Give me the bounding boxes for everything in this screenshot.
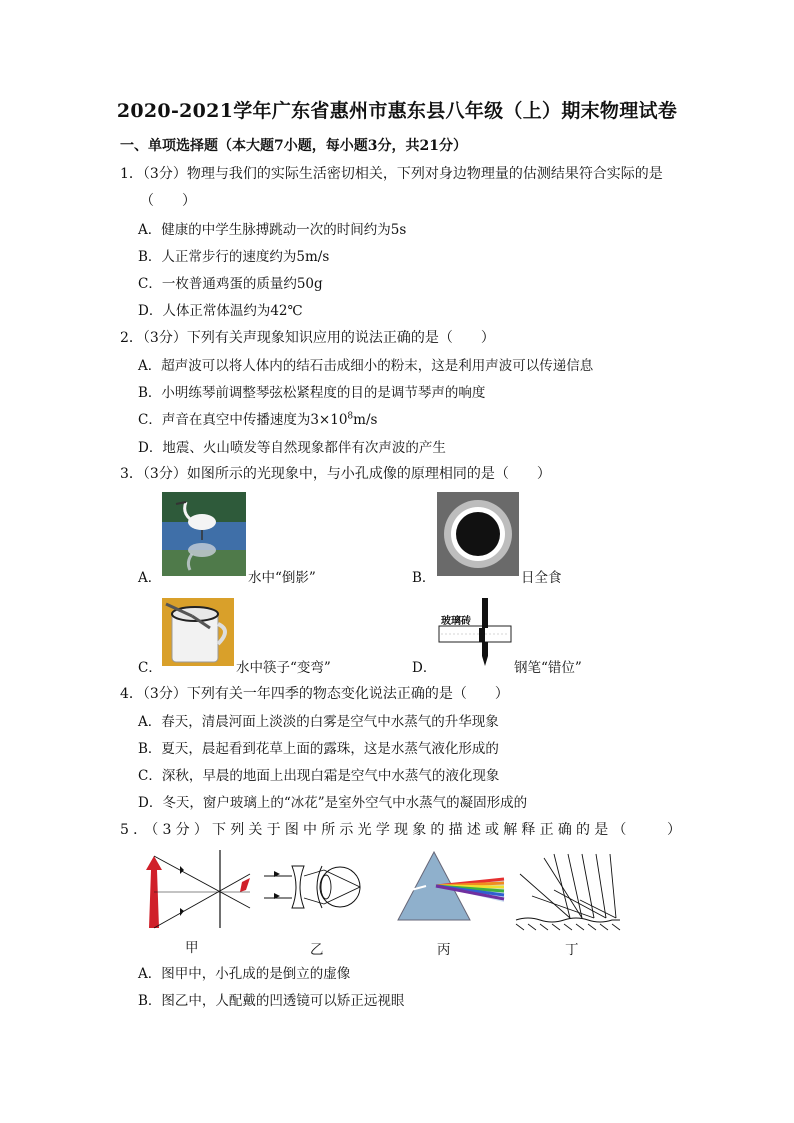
q1-paren: （ ） [140,193,196,209]
q5-option-a: A．图甲中，小孔成的是倒立的虚像 [138,966,351,982]
q3-option-c-caption: 水中筷子“变弯” [236,660,331,676]
q4-option-c: C．深秋，早晨的地面上出现白霜是空气中水蒸气的液化现象 [138,768,500,784]
q5-option-b: B．图乙中，人配戴的凹透镜可以矫正远视眼 [138,993,405,1009]
fig-label-jia: 甲 [185,940,199,956]
diffuse-reflection-diagram [514,850,622,934]
solar-eclipse-image [437,492,519,576]
q3-option-d-caption: 钢笔“错位” [514,660,582,676]
q2-option-b: B．小明练琴前调整琴弦松紧程度的目的是调节琴声的响度 [138,385,486,401]
q3-option-b-letter: B． [412,570,436,586]
q1-option-b: B．人正常步行的速度约为5m/s [138,249,330,265]
q3-option-a-letter: A． [138,570,162,586]
prism-dispersion-diagram [396,848,506,924]
q5-stem: 5．（3分）下列关于图中所示光学现象的描述或解释正确的是（ ） [120,822,686,838]
q2-option-c-exponent: 8 [347,411,354,422]
pen-offset-image [437,596,515,668]
pinhole-diagram [140,848,255,932]
fig-label-yi: 乙 [310,942,324,958]
glass-block-label: 玻璃砖 [441,616,471,627]
page-title: 2020-2021学年广东省惠州市惠东县八年级（上）期末物理试卷 [116,100,678,122]
q3-option-c-letter: C． [138,660,162,676]
fig-label-ding: 丁 [565,942,579,958]
q1-option-a: A．健康的中学生脉搏跳动一次的时间约为5s [138,222,407,238]
q3-option-b-caption: 日全食 [521,570,562,586]
q2-stem: 2．（3分）下列有关声现象知识应用的说法正确的是（ ） [120,330,495,346]
q4-option-d: D．冬天，窗户玻璃上的“冰花”是室外空气中水蒸气的凝固形成的 [138,795,528,811]
section-heading: 一、单项选择题（本大题7小题，每小题3分，共21分） [120,138,467,154]
bent-chopstick-image [162,598,234,666]
q1-option-c: C．一枚普通鸡蛋的质量约50g [138,276,323,292]
q2-option-d: D．地震、火山喷发等自然现象都伴有次声波的产生 [138,440,446,456]
concave-lens-eye-diagram [262,860,362,914]
q4-stem: 4．（3分）下列有关一年四季的物态变化说法正确的是（ ） [120,686,509,702]
q3-option-a-caption: 水中“倒影” [248,570,316,586]
q4-option-a: A．春天，清晨河面上淡淡的白雾是空气中水蒸气的升华现象 [138,714,499,730]
q3-option-d-letter: D． [412,660,437,676]
fig-label-bing: 丙 [437,942,451,958]
q1-stem: 1．（3分）物理与我们的实际生活密切相关，下列对身边物理量的估测结果符合实际的是 [120,166,663,182]
q1-option-d: D．人体正常体温约为42℃ [138,303,303,319]
q4-option-b: B．夏天，晨起看到花草上面的露珠，这是水蒸气液化形成的 [138,741,499,757]
egret-reflection-image [162,492,246,576]
q3-stem: 3．（3分）如图所示的光现象中，与小孔成像的原理相同的是（ ） [120,466,551,482]
q2-option-a: A．超声波可以将人体内的结石击成细小的粉末，这是利用声波可以传递信息 [138,358,594,374]
q2-option-c: C．声音在真空中传播速度为$3\times 10^8m/s$ [138,411,378,428]
